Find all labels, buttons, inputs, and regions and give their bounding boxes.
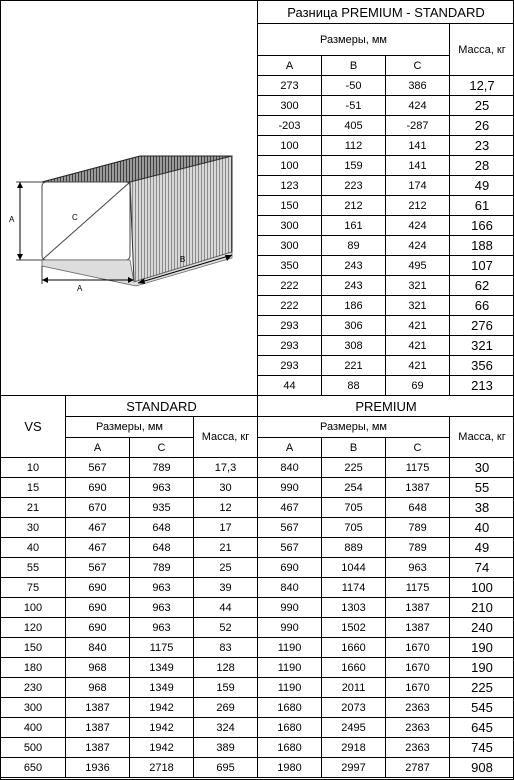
- comparison-table-row: [1, 698, 514, 718]
- premium-mass-header: Масса, кг: [450, 417, 514, 458]
- table-cell: 52: [194, 618, 258, 638]
- table-cell: 650: [1, 758, 66, 778]
- difference-table-row: [258, 376, 514, 396]
- table-cell: 1942: [130, 738, 194, 758]
- table-cell: 159: [194, 678, 258, 698]
- table-cell: 1670: [386, 658, 450, 678]
- table-cell: 89: [322, 236, 386, 256]
- comparison-table-row: [1, 498, 514, 518]
- difference-table-row: [258, 276, 514, 296]
- table-cell: 405: [322, 116, 386, 136]
- standard-col-c-header: C: [130, 438, 194, 458]
- table-cell: 1190: [258, 678, 322, 698]
- table-cell: 1174: [322, 578, 386, 598]
- label-b: B: [180, 255, 186, 264]
- table-cell: 2363: [386, 698, 450, 718]
- table-cell: 424: [386, 216, 450, 236]
- comparison-table-row: [1, 758, 514, 778]
- difference-table-row: [258, 96, 514, 116]
- table-cell: 213: [450, 376, 514, 396]
- table-cell: 40: [1, 538, 66, 558]
- table-cell: 180: [1, 658, 66, 678]
- table-cell: 648: [130, 518, 194, 538]
- comparison-table-row: [1, 678, 514, 698]
- table-cell: 243: [322, 276, 386, 296]
- difference-table-row: [258, 76, 514, 96]
- table-cell: 123: [258, 176, 322, 196]
- table-cell: 421: [386, 336, 450, 356]
- table-cell: 300: [1, 698, 66, 718]
- comparison-table-row: [1, 478, 514, 498]
- table-cell: 75: [1, 578, 66, 598]
- table-cell: 186: [322, 296, 386, 316]
- table-cell: 100: [258, 156, 322, 176]
- table-cell: -50: [322, 76, 386, 96]
- table-cell: 1680: [258, 698, 322, 718]
- difference-table-row: [258, 256, 514, 276]
- comparison-table-row: [1, 598, 514, 618]
- table-cell: 690: [66, 598, 130, 618]
- table-cell: 745: [450, 738, 514, 758]
- table-cell: 62: [450, 276, 514, 296]
- table-cell: 1303: [322, 598, 386, 618]
- table-cell: 230: [1, 678, 66, 698]
- table-cell: 545: [450, 698, 514, 718]
- table-cell: 243: [322, 256, 386, 276]
- standard-sizes-header: Размеры, мм: [66, 417, 194, 438]
- table-cell: 38: [450, 498, 514, 518]
- table-cell: 1942: [130, 698, 194, 718]
- table-cell: 1936: [66, 758, 130, 778]
- table-cell: 39: [194, 578, 258, 598]
- table-cell: 100: [450, 578, 514, 598]
- table-cell: 128: [194, 658, 258, 678]
- table-cell: 424: [386, 96, 450, 116]
- difference-table-title: Разница PREMIUM - STANDARD: [258, 1, 514, 24]
- table-cell: 273: [258, 76, 322, 96]
- table-cell: 1660: [322, 638, 386, 658]
- table-cell: 293: [258, 356, 322, 376]
- table-cell: 88: [322, 376, 386, 396]
- table-cell: 240: [450, 618, 514, 638]
- table-cell: 254: [322, 478, 386, 498]
- col-a-header: A: [258, 56, 322, 76]
- table-cell: 49: [450, 176, 514, 196]
- comparison-table-row: [1, 518, 514, 538]
- table-cell: 1349: [130, 658, 194, 678]
- table-cell: 421: [386, 316, 450, 336]
- table-cell: 690: [66, 478, 130, 498]
- table-cell: 789: [386, 518, 450, 538]
- comparison-table-row: [1, 458, 514, 478]
- table-cell: 968: [66, 678, 130, 698]
- table-cell: 840: [258, 578, 322, 598]
- table-cell: 26: [450, 116, 514, 136]
- comparison-table-row: [1, 538, 514, 558]
- table-cell: 1387: [66, 698, 130, 718]
- difference-table-row: [258, 136, 514, 156]
- standard-header: STANDARD: [66, 396, 258, 417]
- table-cell: 389: [194, 738, 258, 758]
- table-cell: 968: [66, 658, 130, 678]
- table-cell: 1660: [322, 658, 386, 678]
- table-cell: 225: [450, 678, 514, 698]
- table-cell: 467: [258, 498, 322, 518]
- table-cell: 1387: [386, 618, 450, 638]
- table-cell: 174: [386, 176, 450, 196]
- table-cell: 424: [386, 236, 450, 256]
- table-cell: 30: [1, 518, 66, 538]
- table-cell: 21: [194, 538, 258, 558]
- label-c: C: [72, 213, 78, 222]
- table-cell: 467: [66, 538, 130, 558]
- table-cell: 69: [386, 376, 450, 396]
- table-cell: 935: [130, 498, 194, 518]
- premium-col-b-header: B: [322, 438, 386, 458]
- table-cell: 223: [322, 176, 386, 196]
- comparison-table-row: [1, 638, 514, 658]
- difference-table-row: [258, 216, 514, 236]
- table-cell: 567: [258, 538, 322, 558]
- table-cell: 690: [66, 578, 130, 598]
- table-cell: 10: [1, 458, 66, 478]
- table-cell: 324: [194, 718, 258, 738]
- table-cell: 648: [386, 498, 450, 518]
- table-cell: 210: [450, 598, 514, 618]
- vs-header: VS: [1, 396, 66, 458]
- difference-table-body: [258, 76, 514, 396]
- standard-col-a-header: A: [66, 438, 130, 458]
- difference-table: [257, 0, 514, 396]
- comparison-table-row: [1, 618, 514, 638]
- table-cell: 1502: [322, 618, 386, 638]
- table-cell: 150: [258, 196, 322, 216]
- table-cell: 150: [1, 638, 66, 658]
- box-drawing: [0, 0, 258, 396]
- table-cell: 1349: [130, 678, 194, 698]
- label-a-bottom: A: [77, 284, 83, 293]
- difference-table-row: [258, 116, 514, 136]
- table-cell: 276: [450, 316, 514, 336]
- comparison-table-row: [1, 738, 514, 758]
- table-cell: 293: [258, 316, 322, 336]
- table-cell: 44: [258, 376, 322, 396]
- table-cell: 212: [322, 196, 386, 216]
- table-cell: 30: [194, 478, 258, 498]
- table-cell: 840: [258, 458, 322, 478]
- table-cell: 705: [322, 518, 386, 538]
- table-cell: 789: [130, 458, 194, 478]
- col-b-header: B: [322, 56, 386, 76]
- table-cell: 963: [386, 558, 450, 578]
- table-cell: 1680: [258, 718, 322, 738]
- table-cell: 963: [130, 478, 194, 498]
- table-cell: 188: [450, 236, 514, 256]
- table-cell: 225: [322, 458, 386, 478]
- table-cell: 40: [450, 518, 514, 538]
- table-cell: 889: [322, 538, 386, 558]
- table-cell: 293: [258, 336, 322, 356]
- table-cell: 25: [450, 96, 514, 116]
- table-cell: -203: [258, 116, 322, 136]
- table-cell: 567: [66, 558, 130, 578]
- table-cell: 321: [386, 276, 450, 296]
- table-cell: 161: [322, 216, 386, 236]
- table-cell: 690: [258, 558, 322, 578]
- table-cell: 789: [386, 538, 450, 558]
- table-cell: -51: [322, 96, 386, 116]
- table-cell: 141: [386, 136, 450, 156]
- table-cell: 300: [258, 216, 322, 236]
- table-cell: 12: [194, 498, 258, 518]
- table-cell: 356: [450, 356, 514, 376]
- difference-table-row: [258, 336, 514, 356]
- table-cell: 141: [386, 156, 450, 176]
- table-cell: 66: [450, 296, 514, 316]
- table-cell: 308: [322, 336, 386, 356]
- comparison-table-body: [1, 458, 514, 778]
- table-cell: 1387: [66, 718, 130, 738]
- table-cell: 1670: [386, 678, 450, 698]
- difference-table-row: [258, 296, 514, 316]
- sizes-header: Размеры, мм: [258, 24, 450, 56]
- table-cell: 166: [450, 216, 514, 236]
- table-cell: 908: [450, 758, 514, 778]
- mass-header: Масса, кг: [450, 24, 514, 76]
- table-cell: 120: [1, 618, 66, 638]
- table-cell: 670: [66, 498, 130, 518]
- standard-mass-header: Масса, кг: [194, 417, 258, 458]
- table-cell: 23: [450, 136, 514, 156]
- table-cell: 2997: [322, 758, 386, 778]
- table-cell: 963: [130, 578, 194, 598]
- table-cell: 17: [194, 518, 258, 538]
- table-cell: 321: [386, 296, 450, 316]
- premium-col-c-header: C: [386, 438, 450, 458]
- table-cell: 1387: [386, 598, 450, 618]
- table-cell: 2073: [322, 698, 386, 718]
- table-cell: 21: [1, 498, 66, 518]
- table-cell: 1044: [322, 558, 386, 578]
- table-cell: 963: [130, 618, 194, 638]
- comparison-table-row: [1, 658, 514, 678]
- table-cell: 190: [450, 658, 514, 678]
- table-cell: 963: [130, 598, 194, 618]
- table-cell: 28: [450, 156, 514, 176]
- label-a-vertical: A: [9, 215, 15, 224]
- table-cell: 2363: [386, 738, 450, 758]
- table-cell: 400: [1, 718, 66, 738]
- table-cell: 221: [322, 356, 386, 376]
- table-cell: 17,3: [194, 458, 258, 478]
- table-cell: 1942: [130, 718, 194, 738]
- table-cell: 500: [1, 738, 66, 758]
- table-cell: 990: [258, 478, 322, 498]
- difference-table-row: [258, 156, 514, 176]
- table-cell: 12,7: [450, 76, 514, 96]
- table-cell: 212: [386, 196, 450, 216]
- table-cell: 55: [1, 558, 66, 578]
- table-cell: 421: [386, 356, 450, 376]
- comparison-table-row: [1, 718, 514, 738]
- table-cell: 1670: [386, 638, 450, 658]
- table-cell: 690: [66, 618, 130, 638]
- table-cell: 2495: [322, 718, 386, 738]
- table-cell: 2787: [386, 758, 450, 778]
- table-cell: 269: [194, 698, 258, 718]
- table-cell: 74: [450, 558, 514, 578]
- premium-header: PREMIUM: [258, 396, 514, 417]
- table-cell: 1980: [258, 758, 322, 778]
- table-cell: 300: [258, 96, 322, 116]
- difference-table-row: [258, 356, 514, 376]
- col-c-header: C: [386, 56, 450, 76]
- box-diagram-svg: [0, 0, 258, 396]
- table-cell: 467: [66, 518, 130, 538]
- table-cell: 705: [322, 498, 386, 518]
- difference-table-row: [258, 316, 514, 336]
- table-cell: 990: [258, 598, 322, 618]
- table-cell: 61: [450, 196, 514, 216]
- table-cell: 495: [386, 256, 450, 276]
- table-cell: 321: [450, 336, 514, 356]
- table-cell: 695: [194, 758, 258, 778]
- premium-col-a-header: A: [258, 438, 322, 458]
- table-cell: 1190: [258, 638, 322, 658]
- table-cell: 44: [194, 598, 258, 618]
- comparison-table-row: [1, 558, 514, 578]
- table-cell: 1387: [386, 478, 450, 498]
- table-cell: 25: [194, 558, 258, 578]
- table-cell: 789: [130, 558, 194, 578]
- table-cell: 1680: [258, 738, 322, 758]
- table-cell: 648: [130, 538, 194, 558]
- table-cell: 1175: [386, 578, 450, 598]
- table-cell: 112: [322, 136, 386, 156]
- table-cell: 100: [258, 136, 322, 156]
- table-cell: 990: [258, 618, 322, 638]
- table-cell: 30: [450, 458, 514, 478]
- table-cell: 300: [258, 236, 322, 256]
- table-cell: 567: [258, 518, 322, 538]
- table-cell: 190: [450, 638, 514, 658]
- table-cell: 49: [450, 538, 514, 558]
- table-cell: -287: [386, 116, 450, 136]
- table-cell: 350: [258, 256, 322, 276]
- table-cell: 645: [450, 718, 514, 738]
- table-cell: 306: [322, 316, 386, 336]
- table-cell: 2918: [322, 738, 386, 758]
- table-cell: 1175: [130, 638, 194, 658]
- table-cell: 1190: [258, 658, 322, 678]
- table-cell: 159: [322, 156, 386, 176]
- comparison-table: [0, 395, 514, 778]
- table-cell: 107: [450, 256, 514, 276]
- table-cell: 83: [194, 638, 258, 658]
- table-cell: 55: [450, 478, 514, 498]
- difference-table-row: [258, 176, 514, 196]
- table-cell: 2718: [130, 758, 194, 778]
- difference-table-row: [258, 236, 514, 256]
- table-cell: 2011: [322, 678, 386, 698]
- table-cell: 840: [66, 638, 130, 658]
- table-cell: 1175: [386, 458, 450, 478]
- table-cell: 15: [1, 478, 66, 498]
- table-cell: 100: [1, 598, 66, 618]
- table-cell: 2363: [386, 718, 450, 738]
- table-cell: 222: [258, 296, 322, 316]
- table-cell: 222: [258, 276, 322, 296]
- table-cell: 386: [386, 76, 450, 96]
- comparison-table-row: [1, 578, 514, 598]
- table-cell: 567: [66, 458, 130, 478]
- premium-sizes-header: Размеры, мм: [258, 417, 450, 438]
- table-cell: 1387: [66, 738, 130, 758]
- difference-table-row: [258, 196, 514, 216]
